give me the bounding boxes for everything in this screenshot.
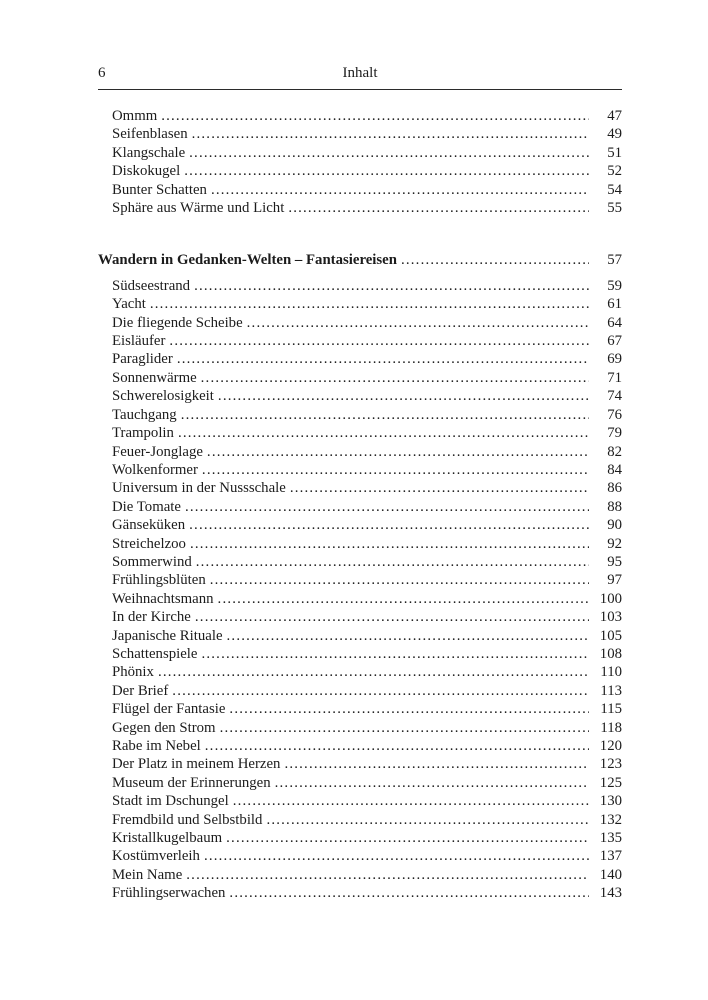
toc-entry-row xyxy=(98,107,622,125)
toc-entry-row xyxy=(98,387,622,405)
toc-entry-row xyxy=(98,144,622,162)
toc-page-number: 132 xyxy=(599,811,622,828)
dot-leader xyxy=(169,332,589,350)
page-header xyxy=(98,64,622,90)
dot-leader xyxy=(401,251,589,269)
toc-page-number: 84 xyxy=(607,461,622,478)
toc-title: Phönix xyxy=(112,664,154,681)
toc-page-number: 137 xyxy=(599,848,622,865)
toc-page-number: 54 xyxy=(607,181,622,198)
toc-title: Paraglider xyxy=(112,351,173,368)
dot-leader xyxy=(202,461,589,479)
toc-entry-row xyxy=(98,406,622,424)
toc-title: Wandern in Gedanken-Welten – Fantasiereisen xyxy=(98,252,397,269)
toc-title: Schattenspiele xyxy=(112,645,198,662)
dot-leader xyxy=(220,719,589,737)
toc-entry-row xyxy=(98,479,622,497)
dot-leader xyxy=(196,553,589,571)
toc-page-number: 135 xyxy=(599,830,622,847)
toc-title: Die fliegende Scheibe xyxy=(112,314,243,331)
heading-spacer xyxy=(98,270,622,277)
dot-leader xyxy=(218,590,589,608)
toc-page-number: 118 xyxy=(600,719,622,736)
toc-page-number: 59 xyxy=(607,277,622,294)
toc-title: Gegen den Strom xyxy=(112,719,216,736)
dot-leader xyxy=(266,811,589,829)
toc-page-number: 125 xyxy=(599,774,622,791)
toc-entry-row xyxy=(98,553,622,571)
toc-page-number: 92 xyxy=(607,535,622,552)
dot-leader xyxy=(226,829,589,847)
toc-entry-row xyxy=(98,719,622,737)
toc-entry-row xyxy=(98,350,622,368)
toc-title: Kristallkugelbaum xyxy=(112,830,223,847)
dot-leader xyxy=(184,162,589,180)
toc-entry-row xyxy=(98,461,622,479)
dot-leader xyxy=(218,387,589,405)
section-spacer xyxy=(98,217,622,251)
toc-title: Sommerwind xyxy=(112,553,192,570)
toc-page-number: 82 xyxy=(607,443,622,460)
toc-entry-row xyxy=(98,755,622,773)
toc-title: Wolkenformer xyxy=(112,461,198,478)
toc-entry-row xyxy=(98,277,622,295)
dot-leader xyxy=(194,277,589,295)
toc-page-number: 55 xyxy=(607,200,622,217)
dot-leader xyxy=(177,350,589,368)
toc-entry-row xyxy=(98,884,622,902)
toc-title: Frühlingsblüten xyxy=(112,572,206,589)
toc-title: Streichelzoo xyxy=(112,535,186,552)
toc-entry-row xyxy=(98,314,622,332)
toc-page-number: 71 xyxy=(607,369,622,386)
toc-title: Rabe im Nebel xyxy=(112,738,201,754)
toc-title: In der Kirche xyxy=(112,609,191,626)
toc-entry-row xyxy=(98,590,622,608)
running-head-title: Inhalt xyxy=(342,65,378,81)
toc-title: Frühlingserwachen xyxy=(112,885,226,902)
toc-title: Stadt im Dschungel xyxy=(112,793,229,810)
dot-leader xyxy=(201,369,589,387)
toc-entry-row xyxy=(98,737,622,755)
toc-page-number: 105 xyxy=(599,627,622,644)
dot-leader xyxy=(189,144,589,162)
toc-entry-row xyxy=(98,295,622,313)
toc-entry-row xyxy=(98,663,622,681)
dot-leader xyxy=(275,774,589,792)
toc-title: Ommm xyxy=(112,108,158,124)
toc-title: Sonnenwärme xyxy=(112,369,197,386)
dot-leader xyxy=(158,663,589,681)
dot-leader xyxy=(229,700,589,718)
toc-entry-row xyxy=(98,535,622,553)
toc-page-number: 97 xyxy=(607,572,622,589)
toc-entry-row xyxy=(98,811,622,829)
dot-leader xyxy=(204,847,589,865)
table-of-contents xyxy=(98,107,622,903)
dot-leader xyxy=(161,107,589,125)
toc-entry-row xyxy=(98,700,622,718)
toc-page-number: 64 xyxy=(607,314,622,331)
toc-title: Schwerelosigkeit xyxy=(112,388,214,405)
toc-page-number: 113 xyxy=(600,682,622,699)
toc-page-number: 69 xyxy=(607,351,622,368)
dot-leader xyxy=(172,682,589,700)
dot-leader xyxy=(189,516,589,534)
toc-page-number: 95 xyxy=(607,553,622,570)
toc-page-number: 130 xyxy=(599,793,622,810)
toc-page-number: 123 xyxy=(599,756,622,773)
dot-leader xyxy=(190,535,589,553)
toc-entry-row xyxy=(98,498,622,516)
dot-leader xyxy=(210,571,589,589)
toc-entry-row xyxy=(98,682,622,700)
toc-title: Museum der Erinnerungen xyxy=(112,774,271,791)
toc-title: Klangschale xyxy=(112,144,186,161)
toc-entry-row xyxy=(98,332,622,350)
dot-leader xyxy=(233,792,589,810)
toc-entry-row xyxy=(98,125,622,143)
toc-page-number: 103 xyxy=(599,609,622,626)
dot-leader xyxy=(247,314,589,332)
toc-title: Trampolin xyxy=(112,425,174,442)
folio-page-number: 6 xyxy=(98,65,106,81)
toc-entry-row xyxy=(98,443,622,461)
book-page xyxy=(98,64,622,903)
dot-leader xyxy=(288,199,589,217)
toc-page-number: 120 xyxy=(599,738,622,754)
toc-page-number: 57 xyxy=(607,252,622,269)
dot-leader xyxy=(227,627,589,645)
toc-title: Mein Name xyxy=(112,866,183,883)
toc-title: Eisläufer xyxy=(112,333,166,350)
toc-entry-row xyxy=(98,199,622,217)
dot-leader xyxy=(185,498,589,516)
toc-entry-row xyxy=(98,774,622,792)
dot-leader xyxy=(207,443,589,461)
dot-leader xyxy=(290,479,589,497)
toc-page-number: 47 xyxy=(607,108,622,124)
dot-leader xyxy=(229,884,589,902)
toc-entry-row xyxy=(98,829,622,847)
toc-page-number: 79 xyxy=(607,425,622,442)
toc-title: Feuer-Jonglage xyxy=(112,443,203,460)
toc-page-number: 74 xyxy=(607,388,622,405)
toc-title: Japanische Rituale xyxy=(112,627,223,644)
toc-entry-row xyxy=(98,645,622,663)
toc-page-number: 86 xyxy=(607,480,622,497)
dot-leader xyxy=(186,866,589,884)
dot-leader xyxy=(284,755,589,773)
dot-leader xyxy=(181,406,589,424)
toc-title: Der Platz in meinem Herzen xyxy=(112,756,281,773)
toc-entry-row xyxy=(98,181,622,199)
dot-leader xyxy=(211,181,589,199)
toc-page-number: 52 xyxy=(607,163,622,180)
toc-entry-row xyxy=(98,516,622,534)
toc-title: Sphäre aus Wärme und Licht xyxy=(112,200,285,217)
toc-page-number: 110 xyxy=(600,664,622,681)
toc-page-number: 90 xyxy=(607,517,622,534)
toc-title: Gänseküken xyxy=(112,517,186,534)
dot-leader xyxy=(150,295,589,313)
toc-section-heading-row xyxy=(98,251,622,269)
toc-entry-row xyxy=(98,608,622,626)
toc-page-number: 108 xyxy=(599,645,622,662)
toc-title: Bunter Schatten xyxy=(112,181,207,198)
toc-title: Seifenblasen xyxy=(112,126,188,143)
toc-entry-row xyxy=(98,571,622,589)
toc-page-number: 88 xyxy=(607,498,622,515)
toc-page-number: 100 xyxy=(599,590,622,607)
toc-title: Weihnachtsmann xyxy=(112,590,214,607)
toc-title: Flügel der Fantasie xyxy=(112,701,226,718)
toc-title: Südseestrand xyxy=(112,277,191,294)
toc-entry-row xyxy=(98,847,622,865)
toc-title: Tauchgang xyxy=(112,406,177,423)
toc-page-number: 115 xyxy=(600,701,622,718)
toc-title: Der Brief xyxy=(112,682,169,699)
toc-page-number: 143 xyxy=(599,885,622,902)
toc-page-number: 51 xyxy=(607,144,622,161)
toc-entry-row xyxy=(98,792,622,810)
dot-leader xyxy=(178,424,589,442)
toc-title: Yacht xyxy=(112,296,146,313)
dot-leader xyxy=(201,645,589,663)
toc-title: Fremdbild und Selbstbild xyxy=(112,811,263,828)
toc-page-number: 61 xyxy=(607,296,622,313)
toc-page-number: 76 xyxy=(607,406,622,423)
toc-title: Die Tomate xyxy=(112,498,181,515)
toc-page-number: 140 xyxy=(599,866,622,883)
dot-leader xyxy=(192,125,589,143)
toc-entry-row xyxy=(98,627,622,645)
toc-page-number: 49 xyxy=(607,126,622,143)
dot-leader xyxy=(205,737,589,755)
toc-title: Universum in der Nussschale xyxy=(112,480,286,497)
toc-entry-row xyxy=(98,866,622,884)
toc-entry-row xyxy=(98,162,622,180)
toc-title: Diskokugel xyxy=(112,163,181,180)
toc-title: Kostümverleih xyxy=(112,848,200,865)
toc-entry-row xyxy=(98,424,622,442)
toc-entry-row xyxy=(98,369,622,387)
dot-leader xyxy=(195,608,589,626)
toc-page-number: 67 xyxy=(607,333,622,350)
